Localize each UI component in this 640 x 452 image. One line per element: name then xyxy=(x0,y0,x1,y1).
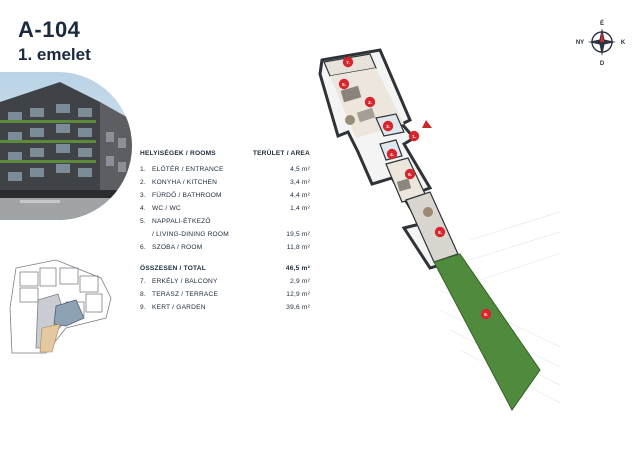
marker-4-label: 4. xyxy=(390,151,394,157)
row-number: 9. xyxy=(140,304,146,311)
table-row xyxy=(140,189,310,202)
room-area: 19,5 m² xyxy=(286,231,310,238)
table-row xyxy=(140,241,310,254)
marker-9-label: 9. xyxy=(484,311,488,317)
total-row xyxy=(140,262,310,275)
marker-1-label: 1. xyxy=(412,133,416,139)
room-area: 12,9 m² xyxy=(286,291,310,298)
room-name: SZOBA / ROOM xyxy=(152,244,203,251)
marker-3-label: 3. xyxy=(386,123,390,129)
row-number: 2. xyxy=(140,179,146,186)
row-number: 6. xyxy=(140,244,146,251)
room-name: FÜRDŐ / BATHROOM xyxy=(152,192,222,199)
table-row xyxy=(140,163,310,176)
room-name: / LIVING-DINING ROOM xyxy=(152,231,229,238)
room-name: NAPPALI-ÉTKEZŐ xyxy=(152,218,211,225)
room-name: ELŐTÉR / ENTRANCE xyxy=(152,166,224,173)
rooms-column-header: HELYISÉGEK / ROOMS xyxy=(140,150,216,157)
area-column-header: TERÜLET / AREA xyxy=(252,150,310,157)
room-area: 2,9 m² xyxy=(290,278,310,285)
table-row xyxy=(140,176,310,189)
table-row xyxy=(140,288,310,301)
row-number: 4. xyxy=(140,205,146,212)
table-row xyxy=(140,215,310,228)
row-number: 7. xyxy=(140,278,146,285)
row-number: 8. xyxy=(140,291,146,298)
table-row xyxy=(140,275,310,288)
compass-south: D xyxy=(599,61,605,67)
row-number: 3. xyxy=(140,192,146,199)
apartment-code: A-104 xyxy=(18,17,81,42)
room-area: 3,4 m² xyxy=(290,179,310,186)
compass-west: NY xyxy=(575,40,585,46)
room-name: ERKÉLY / BALCONY xyxy=(152,278,218,285)
room-area: 1,4 m² xyxy=(290,205,310,212)
marker-6-label: 6. xyxy=(408,171,412,177)
room-name: KERT / GARDEN xyxy=(152,304,206,311)
total-area: 46,5 m² xyxy=(285,265,310,272)
room-area: 39,6 m² xyxy=(286,304,310,311)
room-area: 4,4 m² xyxy=(290,192,310,199)
compass-icon xyxy=(572,18,630,70)
compass-east: K xyxy=(620,40,626,46)
table-row xyxy=(140,301,310,314)
row-number: 1. xyxy=(140,166,146,173)
marker-8-label: 8. xyxy=(438,229,442,235)
building-key-plan xyxy=(6,258,116,358)
building-photo xyxy=(0,72,132,220)
table-header xyxy=(140,150,310,157)
row-number: 5. xyxy=(140,218,146,225)
floor-plan xyxy=(300,40,560,420)
room-area-table xyxy=(140,150,310,314)
marker-5-label: 5. xyxy=(342,81,346,87)
room-area: 4,5 m² xyxy=(290,166,310,173)
room-name: TERASZ / TERRACE xyxy=(152,291,219,298)
table-row xyxy=(140,202,310,215)
total-label: ÖSSZESEN / TOTAL xyxy=(140,265,206,272)
apartment-title xyxy=(18,18,91,66)
room-area: 11,8 m² xyxy=(286,244,310,251)
marker-2-label: 2. xyxy=(368,99,372,105)
room-name: KONYHA / KITCHEN xyxy=(152,179,218,186)
room-name: WC / WC xyxy=(152,205,181,212)
marker-7-label: 7. xyxy=(346,59,350,65)
floor-label: 1. emelet xyxy=(18,45,91,64)
compass-north: É xyxy=(599,21,605,27)
table-row xyxy=(140,228,310,241)
